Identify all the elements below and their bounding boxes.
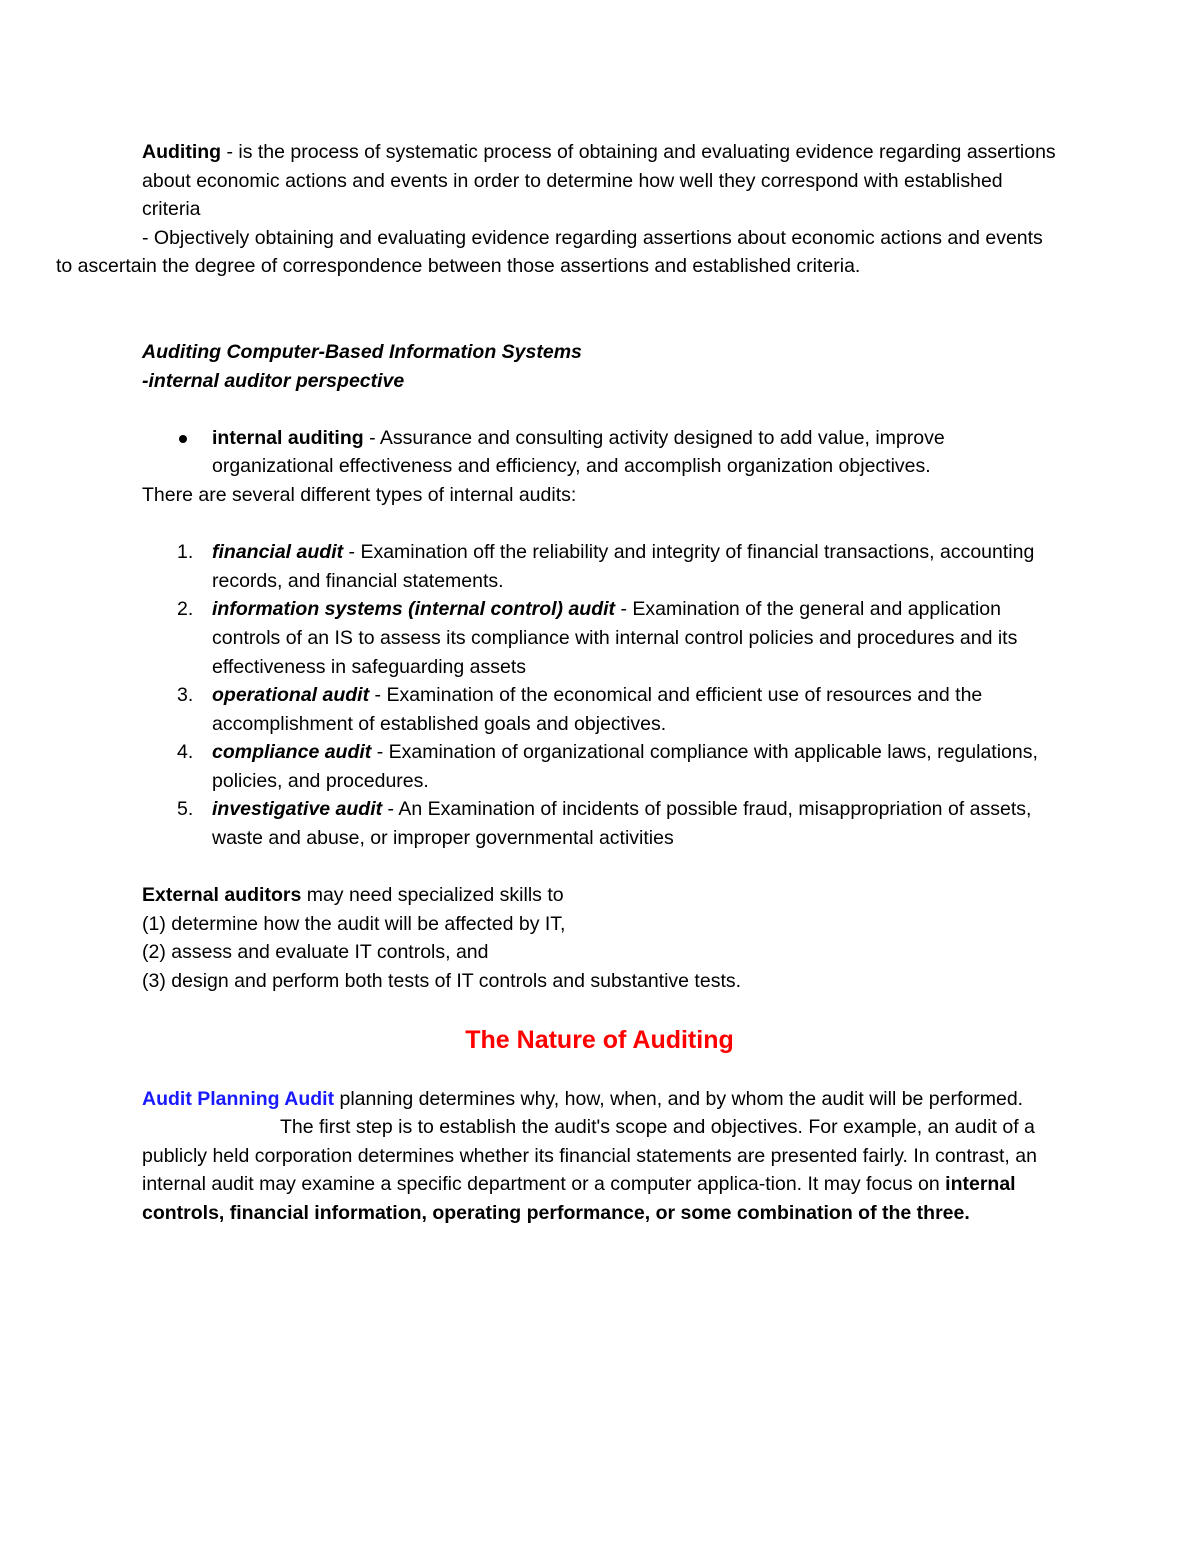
internal-auditing-term: internal auditing xyxy=(212,426,364,449)
list-number: 2. xyxy=(177,598,194,621)
external-skill-item: (2) assess and evaluate IT controls, and xyxy=(142,941,489,964)
spacer xyxy=(142,395,1057,424)
list-number: 3. xyxy=(177,684,194,707)
list-number: 4. xyxy=(177,741,194,764)
auditing-definition-text: - is the process of systematic process of obtaining and evaluating evidence regarding assertions about economic actions and events in order to determine how well they correspond with established criteria xyxy=(142,141,1056,221)
audit-type-term: compliance audit xyxy=(212,741,372,764)
list-item xyxy=(142,595,1057,681)
audit-types-intro: There are several different types of internal audits: xyxy=(142,483,577,506)
external-auditors-text: may need specialized skills to xyxy=(301,884,564,907)
external-skill-item: (3) design and perform both tests of IT controls and substantive tests. xyxy=(142,970,742,993)
audit-type-term: information systems (internal control) audit xyxy=(212,598,616,621)
audit-type-term: investigative audit xyxy=(212,798,383,821)
internal-auditing-list xyxy=(142,424,1057,481)
list-item xyxy=(142,538,1057,595)
external-skill-item: (1) determine how the audit will be affected by IT, xyxy=(142,912,566,935)
audit-type-term: financial audit xyxy=(212,541,344,564)
auditing-definition-alt: - Objectively obtaining and evaluating evidence regarding assertions about economic actions and events to ascertain the degree of correspondence between those assertions and established criteria. xyxy=(56,226,1043,278)
cbis-heading: Auditing Computer-Based Information Systems xyxy=(142,340,582,363)
audit-type-text: - An Examination of incidents of possible fraud, misappropriation of assets, waste and abuse, or improper governmental activities xyxy=(212,798,1032,850)
list-item xyxy=(142,738,1057,795)
audit-planning-label: Audit Planning Audit xyxy=(142,1087,335,1110)
auditing-definition xyxy=(142,138,1057,224)
auditing-term: Auditing xyxy=(142,141,222,163)
audit-planning-paragraph xyxy=(142,1085,1057,1114)
audit-type-term: operational audit xyxy=(212,684,370,707)
document-page xyxy=(56,138,1057,1228)
audit-type-text: - Examination off the reliability and integrity of financial transactions, accounting records, and financial statements. xyxy=(212,541,1035,592)
list-item xyxy=(142,424,1057,481)
list-number: 1. xyxy=(177,541,194,564)
spacer xyxy=(142,281,1057,338)
audit-scope-paragraph xyxy=(142,1113,1057,1227)
bullet-icon xyxy=(179,435,187,443)
audit-type-text: - Examination of the economical and efficient use of resources and the accomplishment of established goals and objectives. xyxy=(212,684,983,735)
spacer xyxy=(142,510,1057,539)
audit-scope-text: The first step is to establish the audit's scope and objectives. For example, an audit of a publicly held corporation determines whether its financial statements are presented fairly. In contrast, an internal audit may examine a specific department or a computer applica-tion. It may focus on xyxy=(142,1116,1037,1196)
list-number: 5. xyxy=(177,798,194,821)
audit-type-text: - Examination of organizational compliance with applicable laws, regulations, policies, and procedures. xyxy=(212,741,1038,792)
audit-types-list xyxy=(142,538,1057,853)
audit-type-text: - Examination of the general and application controls of an IS to assess its compliance with internal control policies and procedures and its effectiveness in safeguarding assets xyxy=(212,598,1018,678)
list-item xyxy=(142,681,1057,738)
audit-focus-text: internal controls, financial information, operating performance, or some combination of the three. xyxy=(142,1173,1016,1224)
spacer xyxy=(142,853,1057,882)
audit-planning-text: planning determines why, how, when, and by whom the audit will be performed. xyxy=(334,1087,1024,1110)
cbis-subheading: -internal auditor perspective xyxy=(142,369,405,392)
section-title: The Nature of Auditing xyxy=(465,1025,734,1054)
external-auditors-intro xyxy=(142,881,1057,910)
internal-auditing-text: - Assurance and consulting activity designed to add value, improve organizational effectiveness and efficiency, and accomplish organization objectives. xyxy=(212,426,945,478)
external-auditors-term: External auditors xyxy=(142,884,302,907)
list-item xyxy=(142,795,1057,852)
